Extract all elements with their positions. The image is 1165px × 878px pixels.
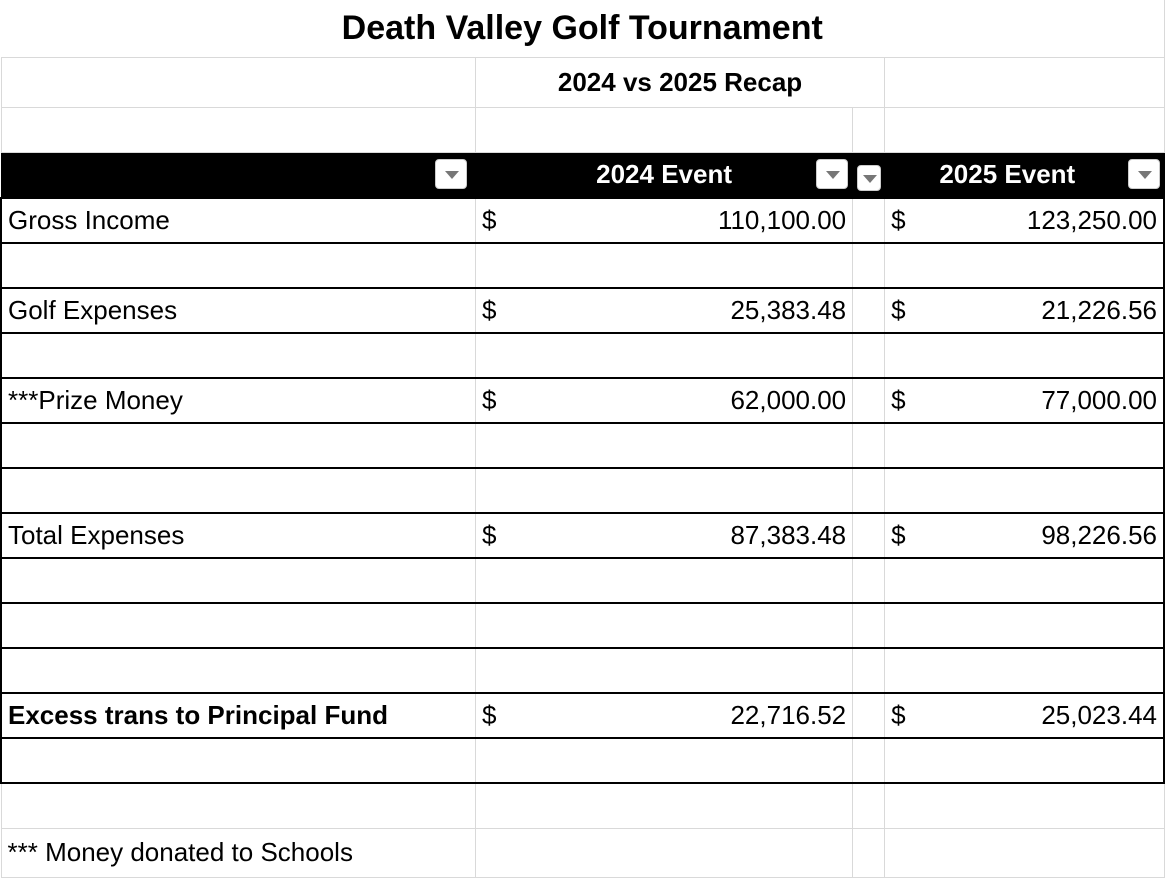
row-label[interactable] (1, 603, 476, 648)
value-2024[interactable] (476, 603, 853, 648)
value-2025[interactable]: $ 21,226.56 (885, 288, 1164, 333)
row-label[interactable] (1, 738, 476, 783)
value-2024[interactable] (476, 468, 853, 513)
filter-dropdown-button[interactable] (435, 159, 467, 189)
row-label[interactable] (1, 243, 476, 288)
value-2024[interactable] (476, 648, 853, 693)
value-2024[interactable]: $ 62,000.00 (476, 378, 853, 423)
row-label[interactable] (1, 558, 476, 603)
value-2025[interactable] (885, 558, 1164, 603)
filter-dropdown-button[interactable] (1128, 159, 1160, 189)
value-2024[interactable] (476, 333, 853, 378)
row-label[interactable]: Gross Income (1, 198, 476, 243)
value-2025[interactable]: $ 98,226.56 (885, 513, 1164, 558)
footnote[interactable]: *** Money donated to Schools (1, 828, 476, 877)
value-2025[interactable] (885, 333, 1164, 378)
row-label[interactable] (1, 423, 476, 468)
currency-symbol: $ (482, 205, 497, 235)
value-2024[interactable]: $ 25,383.48 (476, 288, 853, 333)
value-2025[interactable] (885, 738, 1164, 783)
value-2025[interactable] (885, 243, 1164, 288)
row-label[interactable]: Total Expenses (1, 513, 476, 558)
header-2024: 2024 Event (476, 152, 853, 198)
header-label (1, 152, 476, 198)
table-row (1, 288, 1164, 333)
row-label[interactable]: Excess trans to Principal Fund (1, 693, 476, 738)
row-label[interactable] (1, 468, 476, 513)
currency-symbol: $ (482, 700, 497, 730)
value-2025[interactable] (885, 603, 1164, 648)
table-row (1, 738, 1164, 783)
value-2025[interactable]: $ 123,250.00 (885, 198, 1164, 243)
sheet-title[interactable]: Death Valley Golf Tournament (1, 0, 1164, 57)
table-row (1, 468, 1164, 513)
row-label[interactable]: ***Prize Money (1, 378, 476, 423)
value-2024[interactable] (476, 738, 853, 783)
value-2024[interactable] (476, 243, 853, 288)
value-2025[interactable] (885, 423, 1164, 468)
value-2024[interactable]: $ 87,383.48 (476, 513, 853, 558)
table-row (1, 198, 1164, 243)
table-row (1, 648, 1164, 693)
table-row (1, 693, 1164, 738)
currency-symbol: $ (482, 295, 497, 325)
sheet-subtitle[interactable]: 2024 vs 2025 Recap (476, 57, 885, 107)
value-2024[interactable]: $ 22,716.52 (476, 693, 853, 738)
filter-dropdown-button[interactable] (857, 165, 881, 191)
currency-symbol: $ (891, 700, 906, 730)
value-2024[interactable]: $ 110,100.00 (476, 198, 853, 243)
row-label[interactable] (1, 333, 476, 378)
value-2024[interactable] (476, 558, 853, 603)
value-2025[interactable] (885, 648, 1164, 693)
value-2025[interactable] (885, 468, 1164, 513)
table-row (1, 378, 1164, 423)
currency-symbol: $ (482, 385, 497, 415)
filter-dropdown-button[interactable] (816, 159, 848, 189)
table-row (1, 558, 1164, 603)
currency-symbol: $ (891, 385, 906, 415)
value-2024[interactable] (476, 423, 853, 468)
table-row (1, 243, 1164, 288)
table-row (1, 333, 1164, 378)
table-row (1, 513, 1164, 558)
currency-symbol: $ (482, 520, 497, 550)
value-2025[interactable]: $ 25,023.44 (885, 693, 1164, 738)
currency-symbol: $ (891, 205, 906, 235)
value-2025[interactable]: $ 77,000.00 (885, 378, 1164, 423)
row-label[interactable] (1, 648, 476, 693)
table-row (1, 423, 1164, 468)
currency-symbol: $ (891, 295, 906, 325)
header-2025: 2025 Event (885, 152, 1164, 198)
row-label[interactable]: Golf Expenses (1, 288, 476, 333)
table-row (1, 603, 1164, 648)
currency-symbol: $ (891, 520, 906, 550)
